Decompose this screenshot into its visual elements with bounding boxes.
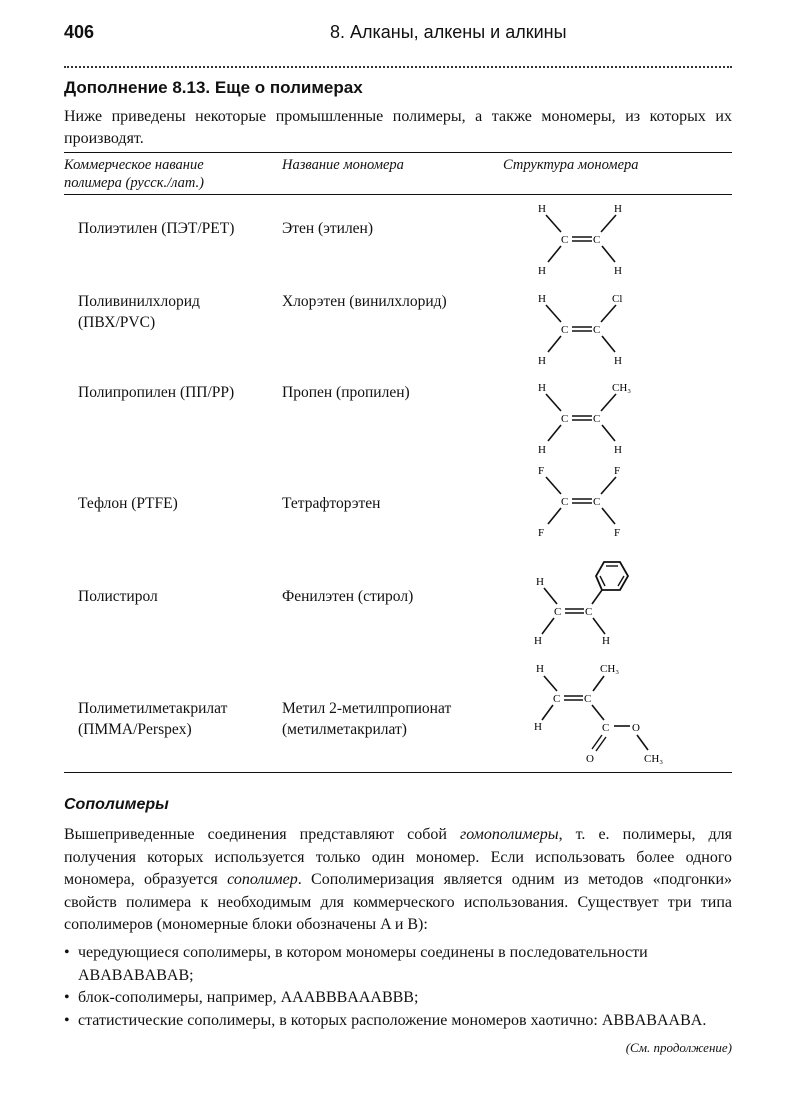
carbon-right: C [585,606,593,618]
carbon-right: C [584,693,592,705]
tetrafluoroethene-structure-diagram [528,460,638,540]
monomer-structure [528,550,648,655]
carbon-left: C [553,693,561,705]
methyl-group: CH₃ [644,753,664,765]
bond-line [544,676,557,691]
page-number: 406 [64,22,95,42]
running-head: 8. Алканы, алкены и алкины [330,22,567,42]
polymer-name [78,586,158,607]
carbon-left: C [561,234,569,246]
polymer-name-line: (ПВХ/PVC) [78,314,156,331]
header-polymer-line1: Коммерческое навание [64,157,204,173]
atom-label: H [614,203,622,215]
monomer-name [282,493,380,514]
bond-line [593,676,604,691]
atom-label: CH₃ [612,382,632,394]
bond-line [637,735,648,750]
atom-label: Cl [612,293,623,305]
text-run: , т. е. полимеры, для получения которых используется только один мономер. Если использовать более одного мономера, образуется [64,826,732,888]
bond-line [546,305,561,322]
bond-line [602,508,615,524]
bond-line [544,588,557,604]
polymer-name-line: Полиэтилен (ПЭТ/PET) [78,220,235,237]
carbonyl-oxygen: O [586,753,594,765]
ester-oxygen: O [632,722,640,734]
atom-label: F [538,527,545,539]
monomer-structure [528,460,638,545]
dotted-divider [64,66,732,68]
monomer-name-line: Хлорэтен (винилхлорид) [282,293,447,310]
polymer-name [78,382,234,403]
header-monomer: Название мономера [282,157,404,173]
atom-label: H [538,355,546,367]
bond-line [548,336,561,352]
list-item: • статистические сополимеры, в которых расположение мономеров хаотично: ABBABAABA. [64,1010,732,1033]
polymer-name-line: Полистирол [78,588,158,605]
bond-line [548,246,561,262]
carbon-right: C [593,324,601,336]
box-title: Дополнение 8.13. Еще о полимерах [64,78,363,97]
header-structure: Структура мономера [503,157,639,173]
atom-label: H [614,355,622,367]
table-header-rule [64,194,732,195]
atom-label: H [538,293,546,305]
monomer-name [282,218,373,239]
bond-line [592,590,602,604]
monomer-name [282,291,447,312]
carbon-right: C [593,234,601,246]
carbon-right: C [593,496,601,508]
bond-line [602,246,615,262]
polymer-name-line: Поливинилхлорид [78,293,200,310]
bond-line [546,394,561,411]
bond-line [542,705,553,720]
continued-note: (См. продолжение) [625,1040,732,1055]
carbon-left: C [561,413,569,425]
monomer-structure [528,198,638,283]
text-run: . Сополимеризация является одним из методов «подгонки» свойств полимера к необходимым для коммерческого использования. Существует три типа сополимеров (мономерные блоки обозначены A и B): [64,871,732,933]
bond-line [601,215,616,232]
term-homopolymers: гомополимеры [459,826,559,843]
double-bond-line [592,735,602,749]
styrene-structure-diagram [528,550,648,650]
monomer-name-line: (метилметакрилат) [282,721,407,738]
double-bond-line [596,737,606,751]
list-item: • блок-сополимеры, например, AAABBBAAABBB; [64,987,732,1010]
polymer-name-line: Полиметилметакрилат [78,700,228,717]
monomer-name-line: Метил 2-метилпропионат [282,700,452,717]
header-polymer-line2: полимера (русск./лат.) [64,175,205,191]
bond-line [601,477,616,494]
atom-label: H [614,444,622,456]
carbon-left: C [561,496,569,508]
list-item: • чередующиеся сополимеры, в котором мономеры соединены в последовательности ABABABABAB; [64,942,732,987]
atom-label: F [614,527,621,539]
atom-label: CH₃ [600,663,620,675]
table-bottom-rule [64,772,732,773]
monomer-name-line: Пропен (пропилен) [282,384,410,401]
atom-label: H [534,721,542,733]
carbon-left: C [561,324,569,336]
atom-label: H [538,265,546,277]
atom-label: H [536,576,544,588]
bond-line [601,305,616,322]
phenyl-ring-icon [596,562,628,590]
monomer-name-line: Фенилэтен (стирол) [282,588,414,605]
atom-label: F [614,465,621,477]
bond-line [546,215,561,232]
bond-line [548,508,561,524]
term-copolymer: сополимер [227,871,298,888]
monomer-structure [528,660,678,775]
bond-line [601,394,616,411]
carbon-left: C [554,606,562,618]
atom-label: H [538,203,546,215]
monomer-name [282,586,413,607]
bond-line [548,425,561,441]
polymer-name-line: Полипропилен (ПП/PP) [78,384,235,401]
header-polymer [64,156,204,192]
box-intro: Ниже приведены некоторые промышленные полимеры, а также мономеры, из которых их производят. [64,108,732,147]
bond-line [602,425,615,441]
bond-line [546,477,561,494]
monomer-structure [528,377,648,462]
section-heading-copolymers: Сополимеры [64,796,169,813]
monomer-name-line: Этен (этилен) [282,220,374,237]
bond-line [592,705,604,720]
polymer-name-line: (ПММА/Perspex) [78,721,192,738]
carbon-right: C [593,413,601,425]
text-run: Вышеприведенные соединения представляют собой [64,826,460,843]
copolymer-types-list [64,942,732,1032]
atom-label: H [538,382,546,394]
atom-label: H [602,635,610,647]
bond-line [542,618,554,634]
atom-label: H [538,444,546,456]
polymer-name [78,291,200,333]
atom-label: H [614,265,622,277]
polymer-name [78,493,178,514]
monomer-name-line: Тетрафторэтен [282,495,381,512]
polymer-name [78,698,227,740]
bond-line [602,336,615,352]
methyl-methacrylate-structure-diagram [528,660,678,770]
propene-structure-diagram [528,377,648,457]
atom-label: F [538,465,545,477]
polymer-name-line: Тефлон (PTFE) [78,495,178,512]
monomer-name [282,382,410,403]
monomer-name [282,698,451,740]
ester-carbon: C [602,722,610,734]
monomer-structure [528,288,638,373]
copolymers-paragraph [64,824,732,937]
atom-label: H [536,663,544,675]
table-top-rule [64,152,732,153]
bond-line [593,618,605,634]
chloroethene-structure-diagram [528,288,638,368]
ethene-structure-diagram [528,198,638,278]
atom-label: H [534,635,542,647]
polymer-name [78,218,234,239]
